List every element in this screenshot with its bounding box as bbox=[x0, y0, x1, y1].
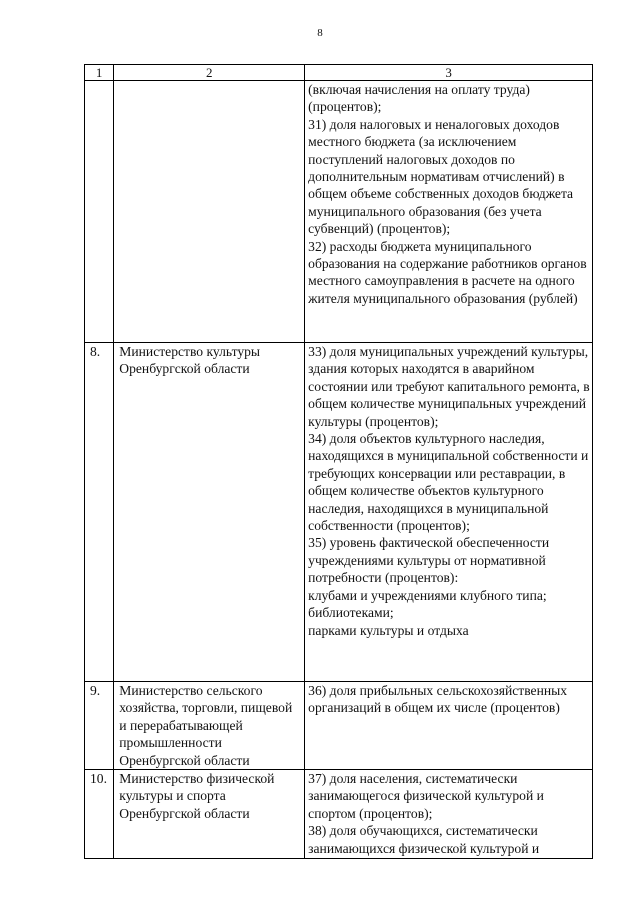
row-number: 10. bbox=[85, 770, 114, 859]
indicator-item: клубами и учреждениями клубного типа; bbox=[308, 587, 547, 603]
ministry-name bbox=[114, 81, 305, 343]
indicator-item: 33) доля муниципальных учреждений культуры, здания которых находятся в аварийном состоянии или требуют капитального ремонта, в общем количестве муниципальных учреждений культуры (процентов); bbox=[308, 344, 590, 429]
indicator-item: парками культуры и отдыха bbox=[308, 622, 469, 638]
table-row bbox=[85, 770, 593, 859]
indicator-item: (включая начисления на оплату труда) (процентов); bbox=[308, 82, 530, 115]
page-number: 8 bbox=[317, 27, 323, 39]
indicator-item: 31) доля налоговых и неналоговых доходов местного бюджета (за исключением поступлений налоговых доходов по дополнительным нормативам отчислений) в общем объеме собственных доходов бюджета муниципального образования (без учета субвенций) (процентов); bbox=[308, 116, 574, 237]
indicator-item: 34) доля объектов культурного наследия, находящихся в муниципальной собственности и требующих консервации или реставрации, в общем количестве объектов культурного наследия, находящихся в муниципальной собственности (процентов); bbox=[308, 431, 589, 534]
ministry-name bbox=[114, 343, 305, 682]
indicator-item: 37) доля населения, систематически занимающегося физической культурой и спортом (процентов); bbox=[308, 771, 544, 821]
ministry-name-line: Оренбургской области bbox=[119, 361, 250, 377]
row-number: 9. bbox=[85, 682, 114, 770]
header-col-3: 3 bbox=[305, 65, 593, 81]
row-number bbox=[85, 81, 114, 343]
ministry-name: Министерство сельского хозяйства, торговли, пищевой и перерабатывающей промышленности Оренбургской области bbox=[114, 682, 305, 770]
table-row bbox=[85, 682, 593, 770]
indicators-cell bbox=[305, 81, 593, 343]
indicator-item: 36) доля прибыльных сельскохозяйственных организаций в общем их числе (процентов) bbox=[308, 683, 568, 716]
header-col-2: 2 bbox=[114, 65, 305, 81]
indicators-table bbox=[84, 64, 593, 859]
table-row bbox=[85, 343, 593, 682]
table-row bbox=[85, 81, 593, 343]
indicator-item: 38) доля обучающихся, систематически занимающихся физической культурой и bbox=[308, 823, 540, 856]
indicator-item: библиотеками; bbox=[308, 605, 394, 621]
indicator-item: 32) расходы бюджета муниципального образования на содержание работников органов местного самоуправления в расчете на одного жителя муниципального образования (рублей) bbox=[308, 238, 587, 306]
indicators-cell bbox=[305, 770, 593, 859]
ministry-name-line: Министерство культуры bbox=[119, 344, 261, 359]
indicators-cell bbox=[305, 343, 593, 682]
table-header-row bbox=[85, 65, 593, 81]
indicator-item: 35) уровень фактической обеспеченности учреждениями культуры от нормативной потребности (процентов): bbox=[308, 535, 550, 586]
indicators-cell bbox=[305, 682, 593, 770]
header-col-1: 1 bbox=[85, 65, 114, 81]
row-number: 8. bbox=[85, 343, 114, 682]
ministry-name: Министерство физической культуры и спорта Оренбургской области bbox=[114, 770, 305, 859]
